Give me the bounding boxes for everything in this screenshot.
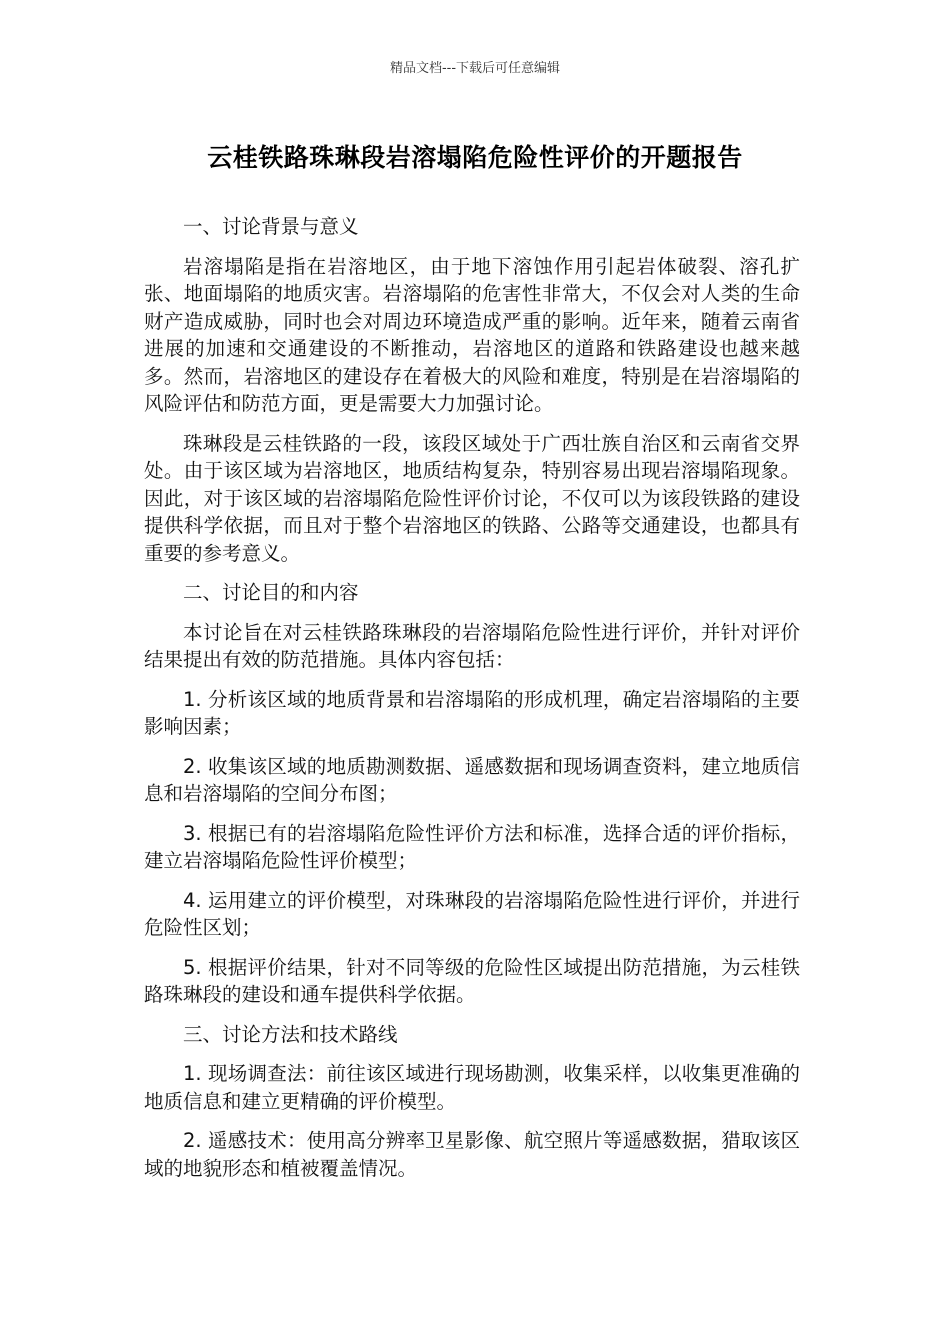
section-3-list-item: 2. 遥感技术：使用高分辨率卫星影像、航空照片等遥感数据，猎取该区域的地貌形态和植被覆盖情况。	[144, 1129, 800, 1180]
section-2-list-item: 5. 根据评价结果，针对不同等级的危险性区域提出防范措施，为云桂铁路珠琳段的建设和通车提供科学依据。	[144, 955, 800, 1006]
section-3-heading: 三、讨论方法和技术路线	[183, 1022, 398, 1046]
document-body	[144, 213, 800, 1194]
section-2-list-item: 2. 收集该区域的地质勘测数据、遥感数据和现场调查资料，建立地质信息和岩溶塌陷的空间分布图；	[144, 754, 800, 805]
page-header-note: 精品文档---下载后可任意编辑	[389, 61, 561, 76]
section-2-list-item: 4. 运用建立的评价模型，对珠琳段的岩溶塌陷危险性进行评价，并进行危险性区划；	[144, 888, 800, 939]
document-title: 云桂铁路珠琳段岩溶塌陷危险性评价的开题报告	[207, 143, 743, 172]
section-1-heading: 一、讨论背景与意义	[183, 215, 359, 238]
section-1-paragraph: 岩溶塌陷是指在岩溶地区，由于地下溶蚀作用引起岩体破裂、溶孔扩张、地面塌陷的地质灾害。岩溶塌陷的危害性非常大，不仅会对人类的生命财产造成威胁，同时也会对周边环境造成严重的影响。近年来，随着云南省进展的加速和交通建设的不断推动，岩溶地区的道路和铁路建设也越来越多。然而，岩溶地区的建设存在着极大的风险和难度，特别是在岩溶塌陷的风险评估和防范方面，更是需要大力加强讨论。	[144, 254, 800, 415]
section-2-list-item: 3. 根据已有的岩溶塌陷危险性评价方法和标准，选择合适的评价指标，建立岩溶塌陷危险性评价模型；	[144, 821, 800, 872]
section-2-intro: 本讨论旨在对云桂铁路珠琳段的岩溶塌陷危险性进行评价，并针对评价结果提出有效的防范措施。具体内容包括：	[144, 620, 800, 671]
section-3-list-item: 1. 现场调查法：前往该区域进行现场勘测，收集采样，以收集更准确的地质信息和建立更精确的评价模型。	[144, 1062, 800, 1113]
section-2-heading: 二、讨论目的和内容	[183, 581, 359, 604]
section-2-list-item: 1. 分析该区域的地质背景和岩溶塌陷的形成机理，确定岩溶塌陷的主要影响因素；	[144, 687, 800, 738]
section-1-paragraph: 珠琳段是云桂铁路的一段，该段区域处于广西壮族自治区和云南省交界处。由于该区域为岩溶地区，地质结构复杂，特别容易出现岩溶塌陷现象。因此，对于该区域的岩溶塌陷危险性评价讨论，不仅可以为该段铁路的建设提供科学依据，而且对于整个岩溶地区的铁路、公路等交通建设，也都具有重要的参考意义。	[144, 431, 800, 565]
